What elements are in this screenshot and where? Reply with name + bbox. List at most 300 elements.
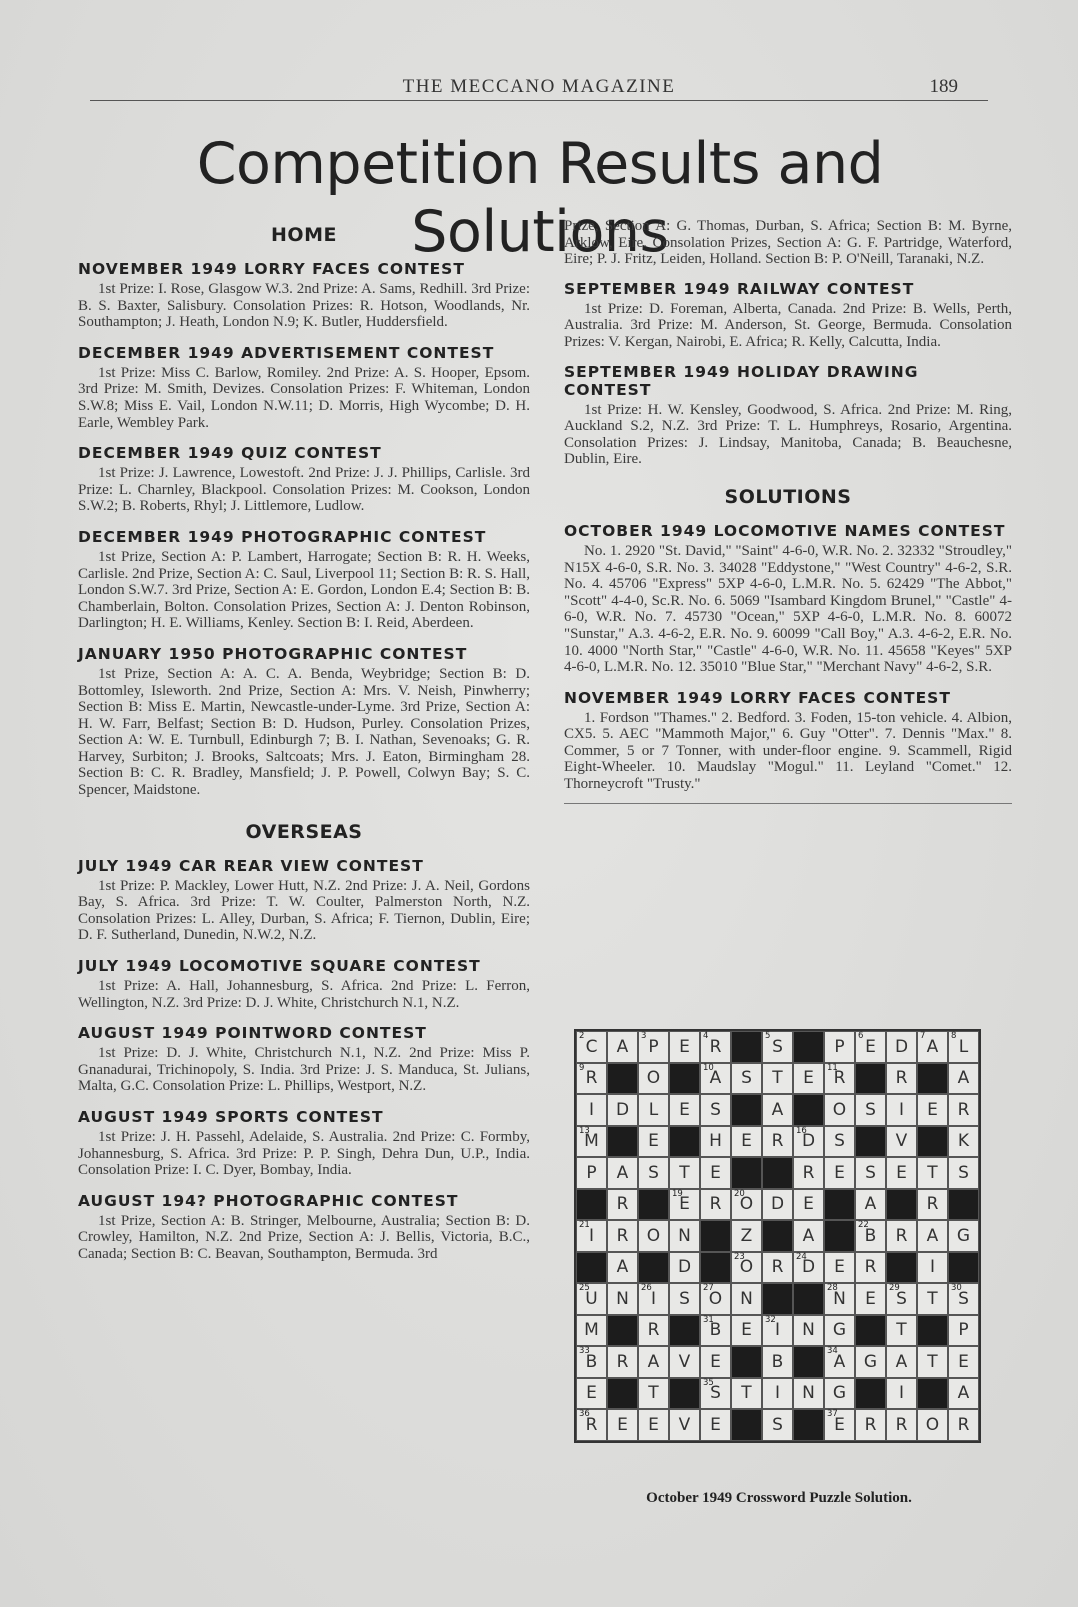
crossword-black-square — [793, 1409, 824, 1441]
crossword-letter: S — [679, 1288, 690, 1309]
crossword-letter: R — [864, 1257, 877, 1278]
solution-title: OCTOBER 1949 LOCOMOTIVE NAMES CONTEST — [564, 521, 1006, 540]
crossword-black-square — [886, 1189, 917, 1221]
crossword-letter: I — [774, 1383, 780, 1404]
running-header — [90, 76, 988, 101]
crossword-cell — [886, 1063, 917, 1095]
solution-text: No. 1. 2920 "St. David," "Saint" 4-6-0, W.R. No. 2. 32332 "Stroudley," N15X 4-6-0, S.R. No. 3. 34028 "Eddystone," "West Country" 4-6-2, S.R. No. 4. 45706 "Express" 5XP 4-6-0, L.M.R. No. 5. 62429 "The Abbot," "Scott" 4-4-0, Sc.R. No. 6. 5069 "Isambard Kingdom Brunel," "Castle" 4-6-0, W.R. No. 7. 45730 "Ocean," 5XP 4-6-0, L.M.R. No. 8. 60072 "Sunstar," A.3. 4-6-2, E.R. No. 9. 60099 "Call Boy," A.3. 4-6-2, E.R. No. 10. 4000 "North Star," "Castle" 4-6-0, W.R. No. 11. 45658 "Keyes" 5XP 4-6-0, L.M.R. No. 12. 35010 "Blue Star," "Merchant Navy" 4-6-2, S.R. — [564, 542, 1012, 676]
crossword-clue-number: 30 — [951, 1283, 962, 1293]
crossword-cell — [576, 1157, 607, 1189]
crossword-clue-number: 23 — [734, 1251, 745, 1262]
crossword-clue-number: 34 — [827, 1346, 838, 1356]
crossword-cell — [948, 1346, 979, 1378]
crossword-black-square — [576, 1252, 607, 1284]
contest-title: SEPTEMBER 1949 HOLIDAY DRAWING CONTEST — [564, 362, 919, 399]
crossword-letter: O — [646, 1225, 661, 1246]
crossword-clue-number: 13 — [579, 1125, 590, 1136]
crossword-letter: E — [586, 1383, 597, 1404]
crossword-black-square — [731, 1157, 762, 1189]
crossword-letter: T — [927, 1351, 938, 1372]
crossword-letter: R — [957, 1099, 970, 1120]
crossword-letter: H — [709, 1131, 722, 1152]
crossword-letter: R — [802, 1162, 815, 1183]
crossword-cell — [762, 1378, 793, 1410]
crossword-cell — [576, 1378, 607, 1410]
crossword-cell — [886, 1031, 917, 1063]
crossword-letter: K — [957, 1131, 970, 1152]
crossword-letter: E — [834, 1257, 845, 1278]
crossword-cell — [824, 1252, 855, 1284]
crossword-cell — [731, 1315, 762, 1347]
crossword-cell — [886, 1157, 917, 1189]
crossword-cell — [576, 1283, 607, 1315]
crossword-cell — [824, 1378, 855, 1410]
crossword-letter: E — [834, 1414, 845, 1435]
crossword-cell — [855, 1252, 886, 1284]
crossword-clue-number: 28 — [827, 1283, 838, 1293]
crossword-letter: S — [865, 1162, 876, 1183]
crossword-letter: U — [585, 1288, 598, 1309]
crossword-cell — [700, 1126, 731, 1158]
crossword-black-square — [607, 1063, 638, 1095]
crossword-letter: A — [833, 1351, 846, 1372]
crossword-cell — [917, 1283, 948, 1315]
crossword-cell — [855, 1157, 886, 1189]
crossword-cell — [700, 1409, 731, 1441]
crossword-black-square — [762, 1283, 793, 1315]
crossword-cell — [669, 1252, 700, 1284]
crossword-cell — [762, 1094, 793, 1126]
crossword-cell — [824, 1063, 855, 1095]
crossword-clue-number: 19 — [672, 1188, 683, 1199]
crossword-clue-number: 6 — [858, 1031, 864, 1041]
crossword-letter: A — [926, 1036, 939, 1057]
crossword-letter: L — [648, 1099, 659, 1120]
crossword-cell — [700, 1283, 731, 1315]
crossword-letter: E — [865, 1036, 876, 1057]
crossword-letter: A — [895, 1351, 908, 1372]
crossword-letter: R — [647, 1320, 660, 1341]
crossword-letter: O — [739, 1257, 754, 1278]
crossword-cell — [607, 1094, 638, 1126]
crossword-cell — [638, 1346, 669, 1378]
crossword-cell — [607, 1157, 638, 1189]
crossword-letter: N — [616, 1288, 629, 1309]
crossword-letter: M — [584, 1131, 599, 1152]
crossword-cell — [886, 1283, 917, 1315]
crossword-cell — [607, 1220, 638, 1252]
crossword-black-square — [731, 1409, 762, 1441]
contest-results: 1st Prize: J. Lawrence, Lowestoft. 2nd Prize: J. J. Phillips, Carlisle. 3rd Prize: L. Charnley, Blackpool. Consolation Prizes: M. Cookson, London S.W.2; B. Roberts, Rhyl; J. Littlemore, Ludlow. — [78, 465, 530, 515]
crossword-letter: S — [772, 1036, 783, 1057]
crossword-black-square — [855, 1063, 886, 1095]
crossword-clue-number: 16 — [796, 1125, 807, 1136]
crossword-letter: L — [958, 1036, 969, 1057]
crossword-cell — [700, 1094, 731, 1126]
page-number: 189 — [929, 76, 958, 97]
crossword-letter: R — [771, 1131, 784, 1152]
crossword-letter: R — [616, 1225, 629, 1246]
crossword-cell — [886, 1315, 917, 1347]
crossword-clue-number: 8 — [951, 1031, 957, 1041]
crossword-letter: G — [863, 1351, 878, 1372]
crossword-letter: S — [710, 1383, 721, 1404]
crossword-cell — [700, 1315, 731, 1347]
contest-title: AUGUST 194? PHOTOGRAPHIC CONTEST — [78, 1191, 459, 1210]
crossword-letter: R — [709, 1036, 722, 1057]
crossword-letter: T — [679, 1162, 690, 1183]
crossword-cell — [731, 1252, 762, 1284]
crossword-letter: S — [896, 1288, 907, 1309]
crossword-clue-number: 5 — [765, 1031, 771, 1041]
crossword-clue-number: 31 — [703, 1314, 714, 1325]
crossword-letter: P — [958, 1320, 969, 1341]
crossword-letter: B — [585, 1351, 598, 1372]
crossword-cell — [855, 1346, 886, 1378]
crossword-letter: D — [894, 1036, 909, 1057]
crossword-cell — [948, 1378, 979, 1410]
crossword-cell — [793, 1252, 824, 1284]
crossword-cell — [669, 1031, 700, 1063]
crossword-letter: R — [585, 1068, 598, 1089]
crossword-black-square — [917, 1126, 948, 1158]
contest-results: 1st Prize: D. Foreman, Alberta, Canada. 2nd Prize: B. Wells, Perth, Australia. 3rd Prize: M. Anderson, St. George, Bermuda. Consolation Prizes: V. Kergan, Nairobi, E. Africa; R. Kelly, Calcutta, India. — [564, 300, 1012, 350]
crossword-cell — [700, 1031, 731, 1063]
crossword-cell — [669, 1346, 700, 1378]
crossword-letter: A — [771, 1099, 784, 1120]
magazine-title: THE MECCANO MAGAZINE — [402, 76, 676, 97]
crossword-cell — [638, 1409, 669, 1441]
crossword-letter: E — [710, 1414, 721, 1435]
crossword-letter: E — [958, 1351, 969, 1372]
page-title: Competition Results and Solutions — [196, 131, 884, 266]
crossword-letter: D — [801, 1257, 816, 1278]
contest-results: 1st Prize: A. Hall, Johannesburg, S. Africa. 2nd Prize: L. Ferron, Wellington, N.Z. 3rd Prize: D. J. White, Christchurch N.1, N.Z. — [78, 978, 530, 1011]
crossword-cell — [886, 1378, 917, 1410]
solution-title: NOVEMBER 1949 LORRY FACES CONTEST — [564, 688, 951, 707]
crossword-cell — [762, 1063, 793, 1095]
crossword-black-square — [886, 1252, 917, 1284]
crossword-cell — [700, 1346, 731, 1378]
crossword-letter: T — [896, 1320, 907, 1341]
contest-title: SEPTEMBER 1949 RAILWAY CONTEST — [564, 279, 915, 298]
contest-title: AUGUST 1949 SPORTS CONTEST — [78, 1108, 384, 1126]
crossword-letter: O — [832, 1099, 847, 1120]
crossword-letter: A — [926, 1225, 939, 1246]
crossword-cell — [948, 1315, 979, 1347]
contest-title: AUGUST 1949 POINTWORD CONTEST — [78, 1024, 427, 1043]
crossword-black-square — [669, 1378, 700, 1410]
crossword-letter: N — [678, 1225, 691, 1246]
crossword-clue-number: 29 — [889, 1283, 900, 1293]
crossword-cell — [917, 1031, 948, 1063]
crossword-letter: I — [588, 1225, 594, 1246]
crossword-letter: D — [615, 1099, 630, 1120]
crossword-letter: I — [774, 1320, 780, 1341]
crossword-letter: T — [772, 1068, 783, 1089]
crossword-cell — [886, 1220, 917, 1252]
crossword-cell — [855, 1409, 886, 1441]
crossword-cell — [638, 1031, 669, 1063]
solution-text: 1. Fordson "Thames." 2. Bedford. 3. Foden, 15-ton vehicle. 4. Albion, CX5. 5. AEC "Mammoth Major," 6. Guy "Otter". 7. Dennis "Max." 8. Commer, 5 or 7 Tonner, with under-floor engine. 9. Scammell, Rigid Eight-Wheeler. 10. Maudslay "Mogul." 11. Leyland "Comet." 12. Thorneycroft "Trusty." — [564, 709, 1012, 793]
crossword-letter: A — [647, 1351, 660, 1372]
crossword-cell — [762, 1252, 793, 1284]
crossword-letter: N — [802, 1320, 815, 1341]
crossword-cell — [824, 1283, 855, 1315]
crossword-clue-number: 2 — [579, 1031, 585, 1041]
crossword-cell — [762, 1126, 793, 1158]
crossword-letter: A — [616, 1257, 629, 1278]
crossword-cell — [576, 1094, 607, 1126]
crossword-black-square — [731, 1094, 762, 1126]
crossword-cell — [607, 1346, 638, 1378]
crossword-black-square — [607, 1126, 638, 1158]
crossword-cell — [824, 1157, 855, 1189]
crossword-black-square — [917, 1315, 948, 1347]
crossword-letter: R — [616, 1194, 629, 1215]
crossword-cell — [948, 1094, 979, 1126]
crossword-cell — [607, 1283, 638, 1315]
crossword-cell — [669, 1094, 700, 1126]
crossword-clue-number: 22 — [858, 1220, 869, 1230]
crossword-letter: E — [741, 1320, 752, 1341]
crossword-cell — [576, 1315, 607, 1347]
crossword-cell — [638, 1126, 669, 1158]
crossword-cell — [948, 1157, 979, 1189]
crossword-letter: S — [958, 1162, 969, 1183]
crossword-letter: S — [834, 1131, 845, 1152]
crossword-cell — [886, 1409, 917, 1441]
crossword-letter: R — [616, 1351, 629, 1372]
crossword-cell — [669, 1220, 700, 1252]
crossword-cell — [948, 1063, 979, 1095]
crossword-cell — [731, 1283, 762, 1315]
crossword-letter: R — [957, 1414, 970, 1435]
crossword-cell — [669, 1189, 700, 1221]
crossword-cell — [824, 1409, 855, 1441]
crossword-cell — [731, 1220, 762, 1252]
crossword-cell — [793, 1189, 824, 1221]
crossword-letter: E — [865, 1288, 876, 1309]
crossword-letter: V — [895, 1131, 908, 1152]
crossword-letter: D — [801, 1131, 816, 1152]
crossword-cell — [824, 1031, 855, 1063]
crossword-letter: A — [957, 1383, 970, 1404]
crossword-black-square — [948, 1189, 979, 1221]
crossword-cell — [607, 1189, 638, 1221]
crossword-letter: R — [864, 1414, 877, 1435]
left-column — [78, 218, 530, 1263]
crossword-cell — [824, 1346, 855, 1378]
crossword-letter: A — [616, 1036, 629, 1057]
crossword-cell — [762, 1409, 793, 1441]
crossword-letter: R — [895, 1225, 908, 1246]
crossword-letter: S — [958, 1288, 969, 1309]
crossword-letter: A — [957, 1068, 970, 1089]
crossword-black-square — [607, 1378, 638, 1410]
crossword-cell — [638, 1283, 669, 1315]
contest-results: 1st Prize: I. Rose, Glasgow W.3. 2nd Prize: A. Sams, Redhill. 3rd Prize: B. S. Baxter, Salisbury. Consolation Prizes: R. Hotson, Woodlands, Nr. Southampton; J. Heath, London N.9; K. Butler, Huddersfield. — [78, 281, 530, 331]
crossword-letter: E — [741, 1131, 752, 1152]
crossword-cell — [855, 1031, 886, 1063]
crossword-clue-number: 7 — [920, 1031, 926, 1041]
crossword-letter: G — [832, 1383, 847, 1404]
crossword-cell — [700, 1063, 731, 1095]
crossword-cell — [700, 1378, 731, 1410]
crossword-cell — [700, 1189, 731, 1221]
crossword-cell — [793, 1126, 824, 1158]
crossword-black-square — [638, 1189, 669, 1221]
column-divider — [564, 803, 1012, 804]
crossword-letter: R — [895, 1414, 908, 1435]
crossword-letter: E — [617, 1414, 628, 1435]
crossword-letter: I — [650, 1288, 656, 1309]
crossword-cell — [669, 1409, 700, 1441]
contest-title: JANUARY 1950 PHOTOGRAPHIC CONTEST — [78, 644, 468, 663]
crossword-black-square — [669, 1315, 700, 1347]
crossword-cell — [886, 1094, 917, 1126]
crossword-cell — [948, 1126, 979, 1158]
crossword-black-square — [793, 1346, 824, 1378]
crossword-clue-number: 4 — [703, 1031, 709, 1041]
crossword-letter: N — [802, 1383, 815, 1404]
crossword-cell — [886, 1346, 917, 1378]
crossword-letter: S — [865, 1099, 876, 1120]
crossword-cell — [638, 1315, 669, 1347]
crossword-cell — [762, 1189, 793, 1221]
contest-results: 1st Prize, Section A: B. Stringer, Melbourne, Australia; Section B: D. Crowley, Hamilton, N.Z. 2nd Prize, Section A: J. Bellis, Victoria, B.C., Canada; Section B: C. Beavan, Southampton, Bermuda. 3rd — [78, 1212, 530, 1262]
crossword-cell — [638, 1063, 669, 1095]
crossword-letter: E — [803, 1194, 814, 1215]
crossword-letter: Z — [740, 1225, 753, 1246]
crossword-cell — [731, 1063, 762, 1095]
crossword-black-square — [638, 1252, 669, 1284]
crossword-black-square — [855, 1315, 886, 1347]
crossword-clue-number: 10 — [703, 1062, 714, 1073]
crossword-cell — [793, 1315, 824, 1347]
crossword-cell — [917, 1220, 948, 1252]
crossword-cell — [855, 1189, 886, 1221]
crossword-letter: E — [834, 1162, 845, 1183]
crossword-black-square — [917, 1378, 948, 1410]
contest-title: JULY 1949 LOCOMOTIVE SQUARE CONTEST — [78, 957, 481, 976]
crossword-cell — [824, 1126, 855, 1158]
crossword-cell — [638, 1094, 669, 1126]
crossword-letter: R — [833, 1068, 846, 1089]
crossword-black-square — [700, 1220, 731, 1252]
crossword-cell — [762, 1031, 793, 1063]
contest-results: 1st Prize: J. H. Passehl, Adelaide, S. Australia. 2nd Prize: C. Formby, Johannesburg, S. Africa. 3rd Prize: P. P. Singh, Dehra Dun, U.P., India. Consolation Prize: I. C. Dyer, Bombay, India. — [78, 1129, 530, 1179]
crossword-black-square — [948, 1252, 979, 1284]
crossword-cell — [762, 1346, 793, 1378]
crossword-letter: B — [709, 1320, 722, 1341]
crossword-clue-number: 25 — [579, 1283, 590, 1293]
crossword-clue-number: 3 — [641, 1031, 647, 1041]
crossword-cell — [607, 1252, 638, 1284]
crossword-cell — [638, 1220, 669, 1252]
crossword-cell — [731, 1378, 762, 1410]
contest-title: DECEMBER 1949 QUIZ CONTEST — [78, 444, 382, 463]
crossword-cell — [762, 1315, 793, 1347]
crossword-letter: I — [588, 1099, 594, 1120]
crossword-letter: E — [710, 1351, 721, 1372]
crossword-cell — [607, 1409, 638, 1441]
crossword-cell — [576, 1031, 607, 1063]
crossword-letter: I — [929, 1257, 935, 1278]
crossword-letter: E — [648, 1414, 659, 1435]
crossword-black-square — [607, 1315, 638, 1347]
crossword-cell — [576, 1220, 607, 1252]
crossword-black-square — [700, 1252, 731, 1284]
crossword-grid — [574, 1029, 981, 1443]
crossword-black-square — [793, 1031, 824, 1063]
crossword-letter: I — [898, 1383, 904, 1404]
crossword-black-square — [824, 1189, 855, 1221]
contest-title: DECEMBER 1949 PHOTOGRAPHIC CONTEST — [78, 527, 487, 546]
crossword-cell — [576, 1063, 607, 1095]
crossword-cell — [855, 1283, 886, 1315]
crossword-letter: A — [864, 1194, 877, 1215]
crossword-black-square — [669, 1063, 700, 1095]
contest-results-continued: Prize, Section A: G. Thomas, Durban, S. Africa; Section B: M. Byrne, Arklow, Eire. Consolation Prizes, Section A: G. F. Partridge, Waterford, Eire; P. J. Fritz, Leiden, Holland. Section B: P. O'Neill, Taranaki, N.Z. — [564, 218, 1012, 268]
crossword-cell — [669, 1157, 700, 1189]
contest-results: 1st Prize: H. W. Kensley, Goodwood, S. Africa. 2nd Prize: M. Ring, Auckland S.2, N.Z. 3rd Prize: T. L. Humphreys, Rosario, Argentina. Consolation Prizes: J. Lindsay, Manitoba, Canada; B. Beauchesne, Dublin, Eire. — [564, 401, 1012, 468]
crossword-letter: G — [956, 1225, 971, 1246]
crossword-black-square — [793, 1283, 824, 1315]
crossword-letter: T — [927, 1288, 938, 1309]
crossword-letter: N — [833, 1288, 846, 1309]
crossword-cell — [793, 1220, 824, 1252]
crossword-letter: C — [585, 1036, 598, 1057]
crossword-cell — [948, 1409, 979, 1441]
crossword-cell — [700, 1157, 731, 1189]
crossword-clue-number: 21 — [579, 1220, 590, 1230]
crossword-black-square — [731, 1031, 762, 1063]
crossword-letter: R — [895, 1068, 908, 1089]
crossword-cell — [793, 1157, 824, 1189]
crossword-clue-number: 37 — [827, 1409, 838, 1419]
crossword-letter: E — [679, 1099, 690, 1120]
crossword-letter: S — [648, 1162, 659, 1183]
crossword-cell — [731, 1126, 762, 1158]
crossword-letter: V — [678, 1351, 691, 1372]
crossword-letter: S — [710, 1099, 721, 1120]
crossword-clue-number: 27 — [703, 1283, 714, 1293]
crossword-letter: T — [741, 1383, 752, 1404]
crossword-letter: A — [616, 1162, 629, 1183]
crossword-letter: S — [741, 1068, 752, 1089]
crossword-clue-number: 33 — [579, 1346, 590, 1356]
crossword-clue-number: 35 — [703, 1377, 714, 1388]
crossword-cell — [917, 1409, 948, 1441]
crossword-clue-number: 36 — [579, 1409, 590, 1419]
crossword-cell — [793, 1378, 824, 1410]
section-heading-overseas: OVERSEAS — [245, 820, 363, 843]
crossword-letter: S — [772, 1414, 783, 1435]
crossword-cell — [576, 1409, 607, 1441]
crossword-clue-number: 32 — [765, 1314, 776, 1325]
crossword-black-square — [824, 1220, 855, 1252]
contest-title: NOVEMBER 1949 LORRY FACES CONTEST — [78, 260, 465, 278]
contest-results: 1st Prize, Section A: A. C. A. Benda, Weybridge; Section B: D. Bottomley, Isleworth. 2nd Prize, Section A: Mrs. V. Neish, Pinwherry; Section B: Miss E. Martin, Newcastle-under-Lyme. 3rd Prize, Section A: H. W. Farr, Belfast; Section B: D. Hudson, Purley. Consolation Prizes, Section A: W. E. Turnbull, Edinburgh 7; B. I. Nathan, Sevenoaks; G. R. Harvey, Surbiton; J. Brooks, Saltcoats; Mrs. J. Eaton, Birmingham 28. Section B: C. R. Bradley, Mansfield; J. P. Powell, Colwyn Bay; S. C. Spencer, Maidstone. — [78, 665, 530, 799]
contest-title: DECEMBER 1949 ADVERTISEMENT CONTEST — [78, 343, 495, 362]
crossword-letter: I — [898, 1099, 904, 1120]
crossword-black-square — [576, 1189, 607, 1221]
crossword-letter: D — [770, 1194, 785, 1215]
crossword-letter: G — [832, 1320, 847, 1341]
crossword-letter: R — [709, 1194, 722, 1215]
crossword-letter: T — [927, 1162, 938, 1183]
